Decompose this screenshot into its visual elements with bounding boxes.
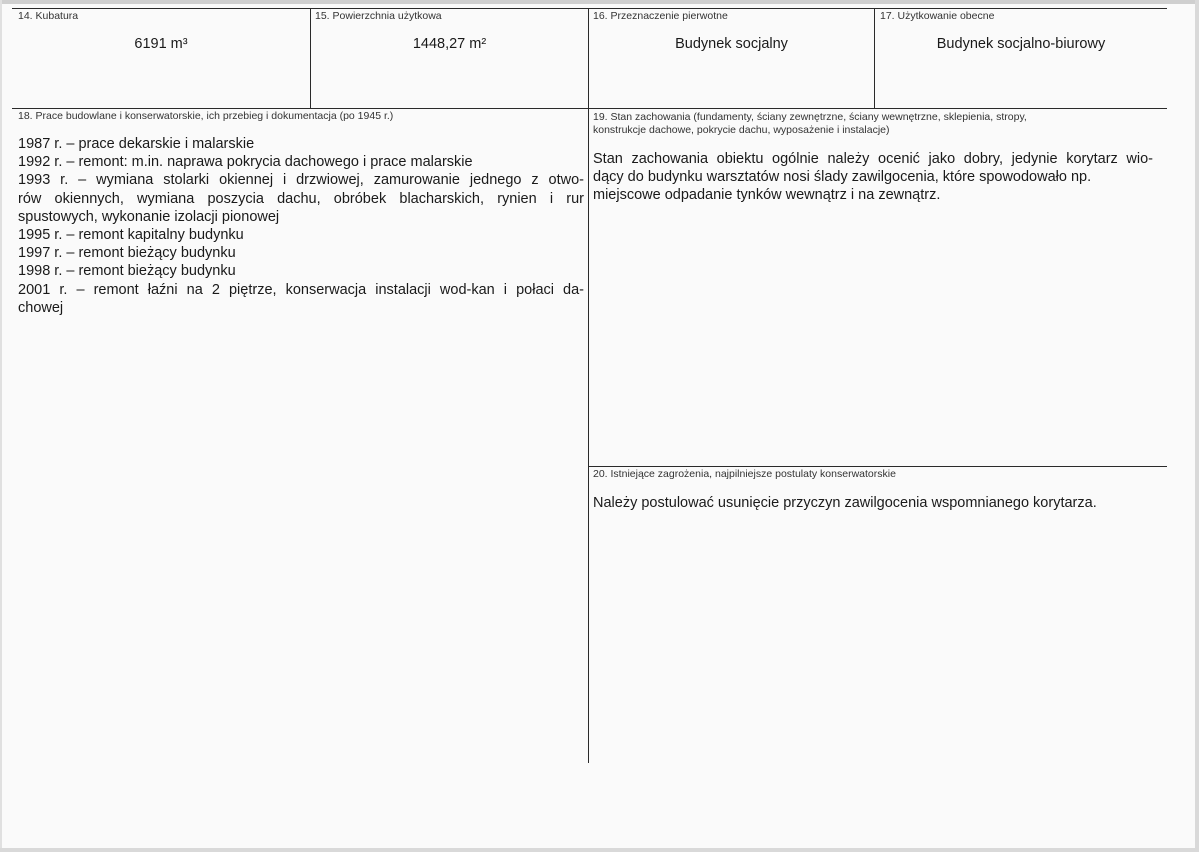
rule-top [12, 8, 1167, 9]
label-stan-zachowania-1: 19. Stan zachowania (fundamenty, ściany zewnętrzne, ściany wewnętrzne, sklepienia, stropy, [593, 111, 1027, 123]
text-line: spustowych, wykonanie izolacji pionowej [18, 208, 280, 225]
value-przeznaczenie: Budynek socjalny [675, 36, 788, 52]
label-prace-budowlane: 18. Prace budowlane i konserwatorskie, ich przebieg i dokumentacja (po 1945 r.) [18, 110, 394, 122]
prace-budowlane-text [18, 135, 584, 317]
text-line: 2001 r. – remont łaźni na 2 piętrze, konserwacja instalacji wod-kan i połaci da- [18, 281, 584, 298]
text-line: 1993 r. – wymiana stolarki okiennej i drzwiowej, zamurowanie jednego z otwo- [18, 172, 584, 189]
scan-edge-top [0, 0, 1199, 4]
rule-row-divider [12, 108, 1167, 109]
label-uzytkowanie: 17. Użytkowanie obecne [880, 10, 995, 22]
rule-col-15 [310, 8, 311, 108]
stan-zachowania-text [593, 150, 1153, 205]
label-przeznaczenie: 16. Przeznaczenie pierwotne [593, 10, 728, 22]
scan-edge-left [0, 0, 2, 852]
value-uzytkowanie: Budynek socjalno-biurowy [936, 36, 1106, 52]
zagrozenia-text [593, 494, 1153, 512]
scan-edge-right [1195, 0, 1199, 852]
value-kubatura: 6191 m³ [134, 36, 188, 52]
rule-col-center [588, 8, 589, 763]
text-line: dący do budynku warsztatów nosi ślady zawilgocenia, które spowodowało np. [593, 169, 1092, 186]
text-line: Należy postulować usunięcie przyczyn zawilgocenia wspomnianego korytarza. [593, 495, 1097, 511]
text-line: 1997 r. – remont bieżący budynku [18, 245, 236, 262]
text-line: 1998 r. – remont bieżący budynku [18, 263, 236, 280]
text-line: rów okiennych, wymiana poszycia dachu, obróbek blacharskich, rynien i rur [18, 190, 584, 207]
label-stan-zachowania-2: konstrukcje dachowe, pokrycie dachu, wyposażenie i instalacje) [593, 124, 890, 136]
text-line: miejscowe odpadanie tynków wewnątrz i na zewnątrz. [593, 187, 941, 204]
text-line: 1987 r. – prace dekarskie i malarskie [18, 136, 255, 152]
text-line: chowej [18, 299, 64, 316]
value-powierzchnia: 1448,27 m² [412, 36, 487, 52]
label-zagrozenia: 20. Istniejące zagrożenia, najpilniejsze postulaty konserwatorskie [593, 468, 896, 480]
scan-edge-bottom [0, 848, 1199, 852]
rule-col-17 [874, 8, 875, 108]
rule-section-20 [588, 466, 1167, 467]
text-line: 1995 r. – remont kapitalny budynku [18, 227, 244, 244]
label-powierzchnia: 15. Powierzchnia użytkowa [315, 10, 442, 22]
label-kubatura: 14. Kubatura [18, 10, 79, 22]
text-line: Stan zachowania obiektu ogólnie należy ocenić jako dobry, jedynie korytarz wio- [593, 151, 1153, 167]
text-line: 1992 r. – remont: m.in. naprawa pokrycia dachowego i prace malarskie [18, 154, 473, 171]
